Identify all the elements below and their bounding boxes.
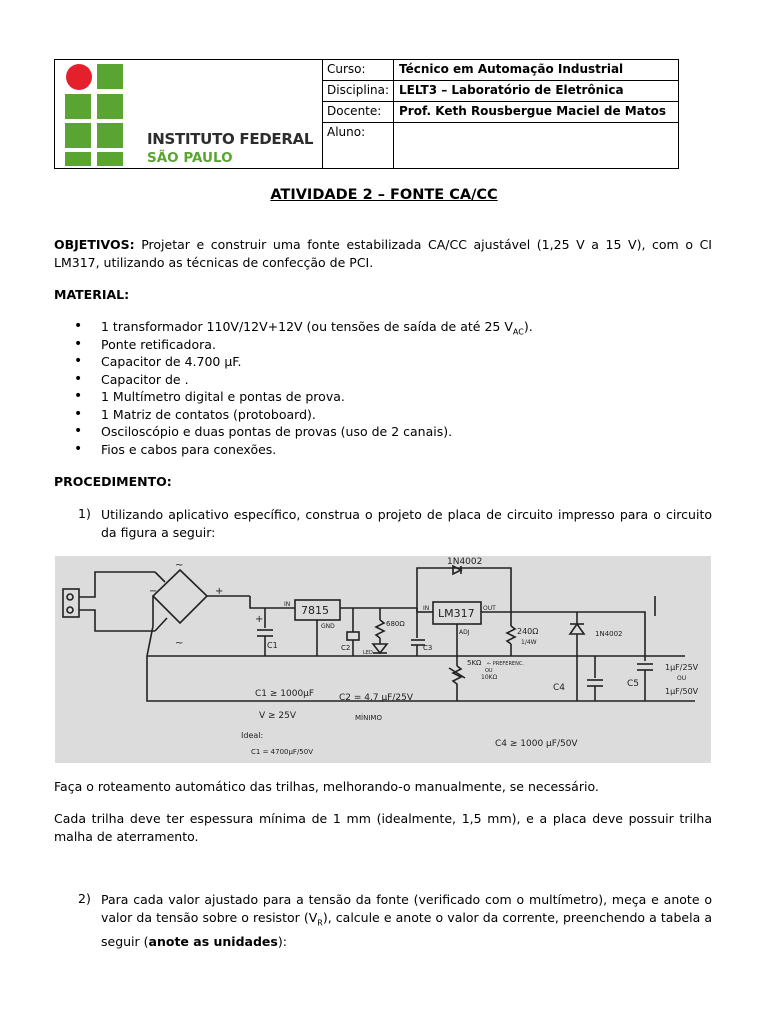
routing-paragraph: Faça o roteamento automático das trilhas, melhorando-o manualmente, se necessário. <box>54 779 599 794</box>
step2-text: Para cada valor ajustado para a tensão da fonte (verificado com o multímetro), meça e anote o valor da tensão sobre o resistor $(V_R)$, calcule e anote o valor da corrente, preenchendo a tabela a seguir (anote as unidades): <box>101 892 712 949</box>
list-item: • 1 Matriz de contatos (protoboard). <box>54 406 533 424</box>
label-c5: C5 <box>627 679 640 689</box>
page-title: ATIVIDADE 2 – FONTE CA/CC <box>270 187 498 203</box>
note-c1: C1 ≥ 1000μF <box>255 689 315 699</box>
note-c4: C4 ≥ 1000 μF/50V <box>495 739 578 749</box>
svg-text:+: + <box>255 614 264 625</box>
label-out: OUT <box>483 605 496 612</box>
label-reg2: LM317 <box>438 607 475 620</box>
label-r2: 240Ω <box>517 627 539 636</box>
svg-text:−: − <box>149 586 158 597</box>
row-aluno <box>322 123 678 168</box>
circuit-schematic <box>55 556 711 763</box>
value-curso: Técnico em Automação Industrial <box>399 62 624 76</box>
label-d-top: 1N4002 <box>447 557 483 567</box>
step1-number: 1) <box>78 506 91 521</box>
row-curso <box>322 60 678 81</box>
row-docente <box>322 102 678 123</box>
material-list <box>54 318 533 458</box>
objetivos-text: Projetar e construir uma fonte estabilizada CA/CC ajustável (1,25 V a 15 V), com o CI LM317, utilizando as técnicas de confecção de PCI. <box>54 237 712 270</box>
label-disciplina: Disciplina: <box>322 81 394 101</box>
note-c2: C2 = 4,7 μF/25V <box>339 693 413 703</box>
label-reg1: 7815 <box>301 604 329 617</box>
note-c2-min: MÍNIMO <box>355 714 382 722</box>
circuit-drawing <box>55 556 711 763</box>
label-gnd: GND <box>321 623 335 630</box>
value-disciplina: LELT3 – Laboratório de Eletrônica <box>399 83 624 97</box>
label-c4: C4 <box>553 683 566 693</box>
label-c3: C3 <box>423 644 433 652</box>
label-pot-or: OU <box>485 668 493 674</box>
list-item: • Fios e cabos para conexões. <box>54 441 533 459</box>
label-in2: IN <box>423 605 430 612</box>
label-c1: C1 <box>267 641 278 650</box>
list-item: • 1 Multímetro digital e pontas de prova. <box>54 388 533 406</box>
label-aluno: Aluno: <box>322 123 394 168</box>
svg-text:+: + <box>215 586 224 597</box>
label-adj: ADJ <box>459 629 470 636</box>
objetivos-paragraph <box>54 236 712 272</box>
label-c5-val1: 1μF/25V <box>665 663 699 672</box>
header-table <box>54 59 679 169</box>
step2-number: 2) <box>78 891 91 906</box>
svg-text:~: ~ <box>175 560 184 571</box>
label-pot-alt: 10KΩ <box>481 674 498 681</box>
label-c5-val2: 1μF/50V <box>665 687 699 696</box>
track-paragraph: Cada trilha deve ter espessura mínima de 1 mm (idealmente, 1,5 mm), e a placa deve possuir trilha malha de aterramento. <box>54 811 712 844</box>
label-docente: Docente: <box>322 102 394 122</box>
label-led: LED <box>363 650 373 656</box>
list-item: • Osciloscópio e duas pontas de provas (uso de 2 canais). <box>54 423 533 441</box>
note-ideal: Ideal: <box>241 731 264 740</box>
list-item: • Ponte retificadora. <box>54 336 533 354</box>
institution-name: INSTITUTO FEDERAL <box>147 130 314 148</box>
label-c5-or: OU <box>677 675 687 682</box>
value-docente: Prof. Keth Rousbergue Maciel de Matos <box>399 104 666 118</box>
label-curso: Curso: <box>322 60 394 80</box>
note-ideal-value: C1 = 4700μF/50V <box>251 748 314 756</box>
campus-name: SÃO PAULO <box>147 150 233 166</box>
procedimento-heading: PROCEDIMENTO: <box>54 474 172 489</box>
note-c1-voltage: V ≥ 25V <box>259 711 297 721</box>
list-item: • 1 transformador 110V/12V+12V (ou tensões de saída de até 25 $V_{AC}$). <box>54 318 533 336</box>
header-info <box>322 60 678 168</box>
institution-logo <box>55 60 323 168</box>
label-pot-pref: ← PREFERENC. <box>487 661 524 667</box>
label-r1: 680Ω <box>386 620 405 628</box>
list-item: • Capacitor de . <box>54 371 533 389</box>
label-r2w: 1/4W <box>521 639 537 646</box>
value-aluno[interactable] <box>394 123 678 168</box>
label-c2: C2 <box>341 644 351 652</box>
material-heading: MATERIAL: <box>54 287 130 302</box>
svg-text:~: ~ <box>175 638 184 649</box>
objetivos-label: OBJETIVOS: <box>54 237 135 252</box>
label-d2: 1N4002 <box>595 630 623 638</box>
list-item: • Capacitor de 4.700 μF. <box>54 353 533 371</box>
label-pot: 5KΩ <box>467 659 482 667</box>
step1-text: Utilizando aplicativo específico, construa o projeto de placa de circuito impresso para o circuito da figura a seguir: <box>101 507 712 540</box>
label-in1: IN <box>284 601 291 608</box>
row-disciplina <box>322 81 678 102</box>
